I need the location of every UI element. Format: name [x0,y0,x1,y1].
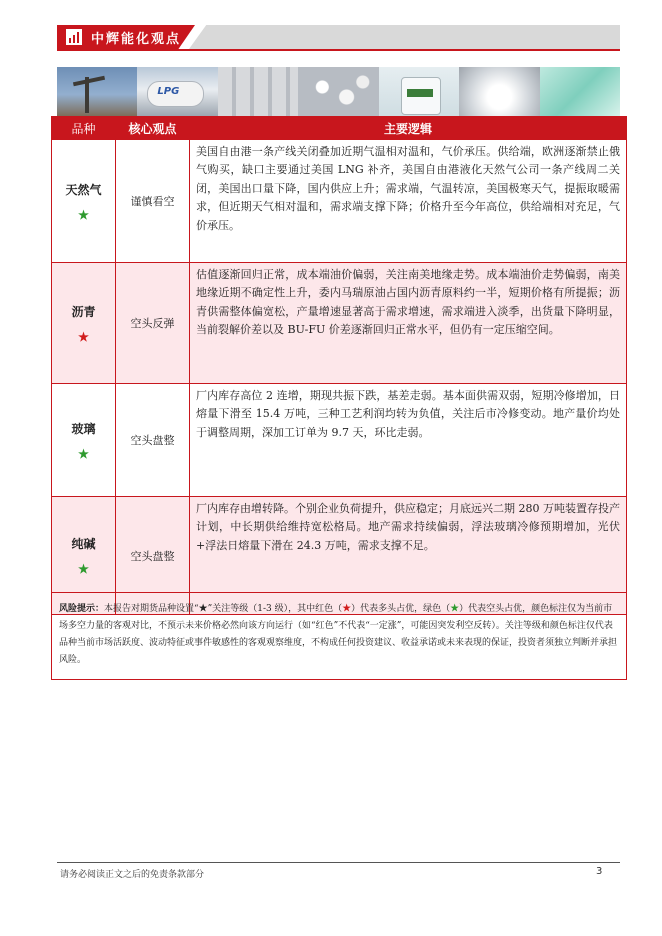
main-logic: 厂内库存由增转降。个别企业负荷提升，供应稳定；月底远兴二期 280 万吨装置存投产计划，中长期供给维持宽松格局。地产需求持续偏弱，浮法玻璃冷修预期增加，光伏+浮法日熔量下滑在 24.3 万吨，需求支撑不足。 [190,497,627,615]
header-grey-band [189,25,620,49]
core-view: 空头盘整 [116,497,190,615]
commodity-photo-strip [57,67,620,117]
bar-chart-icon [66,29,82,45]
commodity-view-table [51,116,627,615]
risk-label: 风险提示： [59,604,105,614]
red-star-icon: ★ [342,604,352,614]
risk-text-3: ）代表空头占优，颜色标注仅为当前市场多空力量的客观对比，不预示未来价格必然向该方向运行（如“红色”不代表“一定涨”，可能因突发利空反转）。关注等级和颜色标注仅代表品种当前市场活跃度、波动特征或事件敏感性的客观观察维度，不构成任何投资建议、收益承诺或未来表现的保证，投资者须独立判断并承担风险。 [59,604,618,665]
table-row [52,140,627,263]
risk-disclosure-box [51,592,627,680]
core-view: 谨慎看空 [116,140,190,263]
variety-name: 沥青 [71,304,96,319]
lpg-tank-photo: LPG [137,67,217,117]
pipes-photo [218,67,298,117]
page-number: 3 [596,866,603,877]
green-star-icon: ★ [450,604,460,614]
footer-rule [57,862,620,863]
footer-disclaimer: 请务必阅读正文之后的免责条款部分 [60,870,205,880]
rating-star-icon: ★ [78,446,89,461]
core-view: 空头盘整 [116,384,190,497]
variety-name: 纯碱 [71,537,96,551]
variety-name: 天然气 [65,182,102,197]
pellets-photo [298,67,378,117]
table-header-row [52,117,627,140]
main-logic: 估值逐渐回归正常，成本端油价偏弱，关注南美地缘走势。成本端油价走势偏弱，南美地缘近期不确定性上升，委内马瑞原油占国内沥青原料约一半，短期价格有所提振；沥青供需整体偏宽松，产量增速显著高于需求增速，需求端进入淡季，出货量下降明显，当前裂解价差以及 BU-FU 价差逐渐回归正常水平，但仍有一定压缩空间。 [190,263,627,384]
rating-star-icon: ★ [78,207,89,222]
table-row [52,384,627,497]
variety-cell [52,263,116,384]
chemical-bottle-photo [379,67,459,117]
page-header [57,25,620,49]
variety-name: 玻璃 [71,421,96,436]
core-view: 空头反弹 [116,263,190,384]
glass-sheets-photo [540,67,620,117]
header-title: 中辉能化观点 [91,32,182,47]
risk-text-2: ）代表多头占优，绿色（ [351,604,451,614]
main-logic: 厂内库存高位 2 连增，期现共振下跌，基差走弱。基本面供需双弱，短期冷修增加，日熔量下滑至 15.4 万吨，三种工艺利润均转为负值，关注后市冷修变动。地产量价均处于调整周期，深加工订单为 9.7 天，环比走弱。 [190,384,627,497]
header-rule [57,49,620,51]
table-row [52,263,627,384]
main-logic: 美国自由港一条产线关闭叠加近期气温相对温和，气价承压。供给端，欧洲逐渐禁止俄气购买，缺口主要通过美国 LNG 补齐，美国自由港液化天然气公司一条产线周二关闭，美国出口量下降，国内供应上升；需求端，气温转凉，美国极寒天气，提振取暖需求，但近期天气相对温和，需求端支撑下降；价格升至今年高位，供给端相对充足，气价承压。 [190,140,627,263]
white-granules-photo [459,67,539,117]
header-main-logic: 主要逻辑 [190,117,627,140]
risk-text-1: 本报告对期货品种设置“★”关注等级（1-3 级），其中红色（ [104,604,343,614]
variety-cell [52,384,116,497]
rating-star-icon: ★ [78,562,89,576]
header-core-view: 核心观点 [116,117,190,140]
header-variety: 品种 [52,117,116,140]
rating-star-icon: ★ [78,329,89,344]
oil-rig-photo [57,67,137,117]
variety-cell [52,140,116,263]
